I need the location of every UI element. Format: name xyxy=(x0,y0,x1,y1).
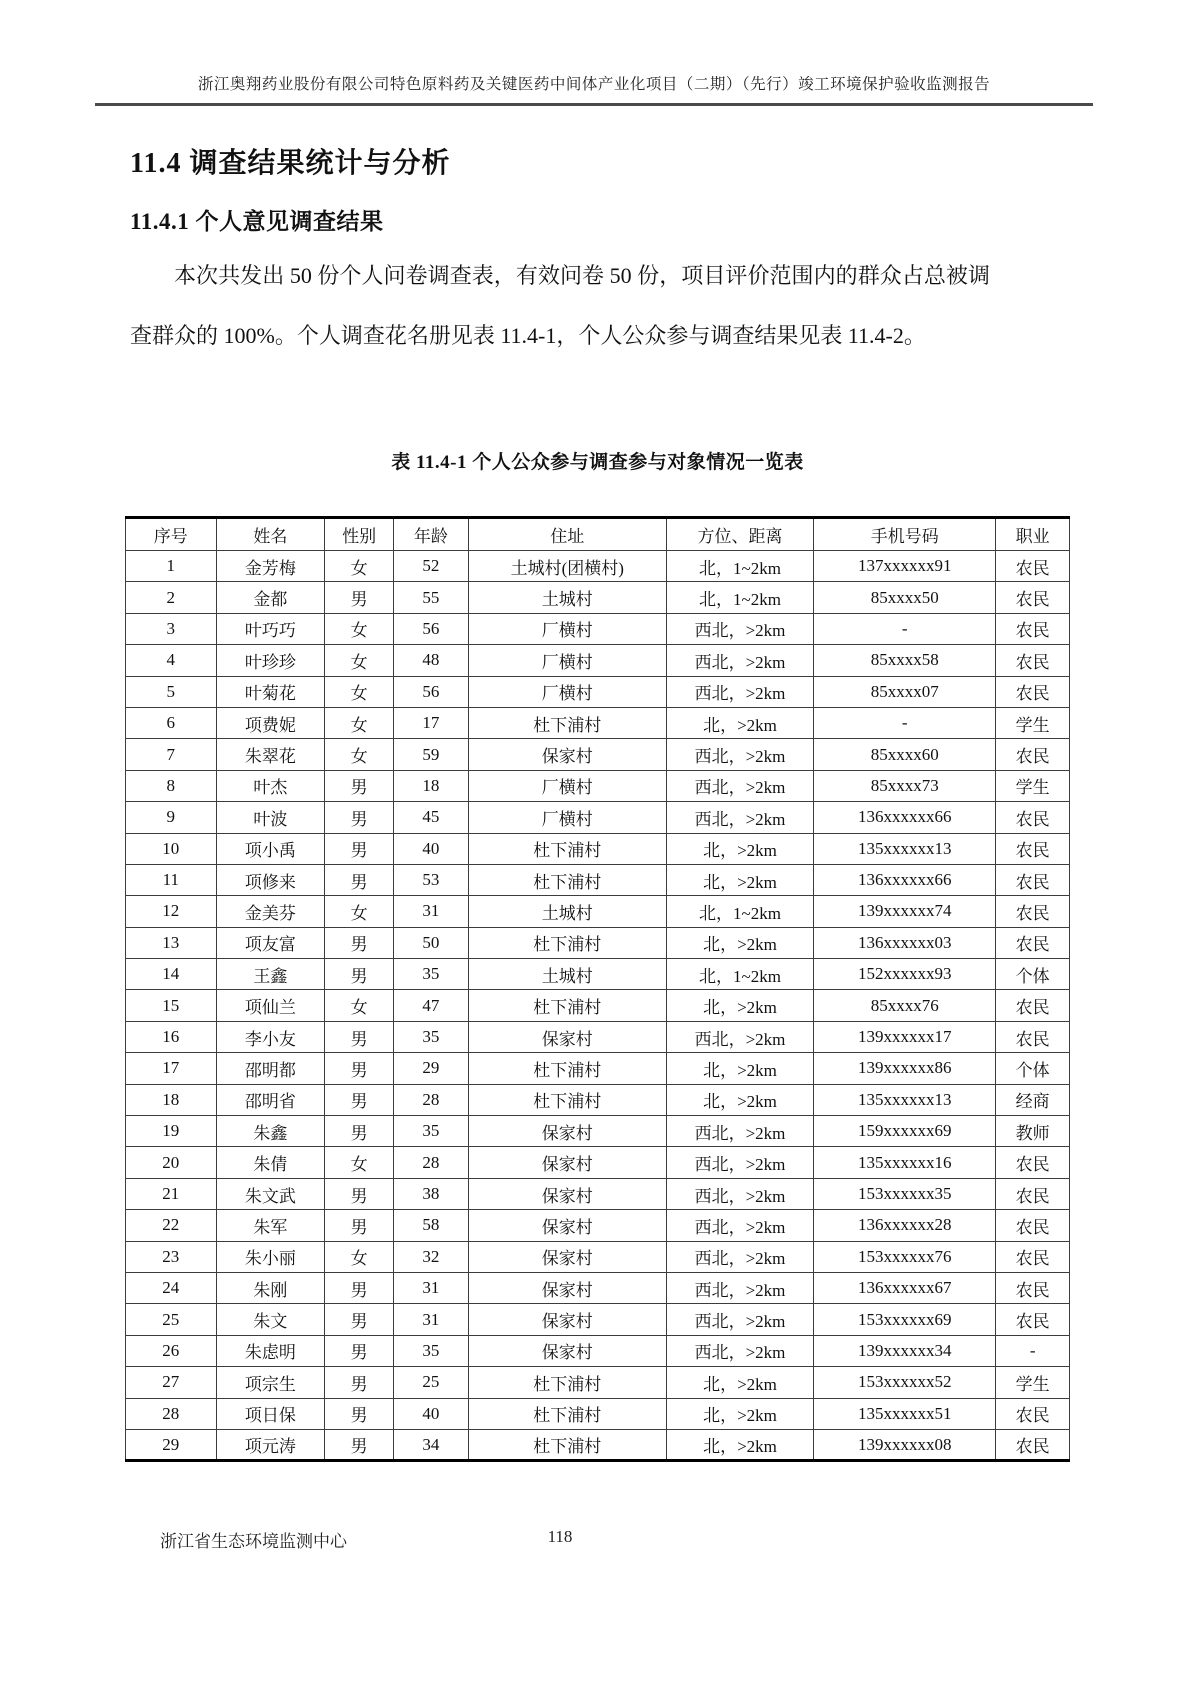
table-cell: 20 xyxy=(126,1147,217,1178)
table-cell: 男 xyxy=(325,864,394,895)
column-header: 性别 xyxy=(325,518,394,551)
table-cell: 西北，>2km xyxy=(666,739,813,770)
table-cell: 项友富 xyxy=(216,927,325,958)
table-cell: 135xxxxxx16 xyxy=(814,1147,996,1178)
table-cell: 女 xyxy=(325,707,394,738)
table-cell: 153xxxxxx76 xyxy=(814,1241,996,1272)
table-cell: 西北，>2km xyxy=(666,1178,813,1209)
table-cell: 厂横村 xyxy=(468,645,666,676)
table-row xyxy=(126,1178,1070,1209)
table-cell: 朱翠花 xyxy=(216,739,325,770)
table-cell: 135xxxxxx51 xyxy=(814,1398,996,1429)
section-heading: 11.4 调查结果统计与分析 xyxy=(130,148,451,179)
table-cell: 4 xyxy=(126,645,217,676)
table-row xyxy=(126,864,1070,895)
table-cell: 教师 xyxy=(996,1116,1070,1147)
table-cell: 北，>2km xyxy=(666,1367,813,1398)
table-cell: 邵明省 xyxy=(216,1084,325,1115)
table-cell: 项修来 xyxy=(216,864,325,895)
table-cell: 28 xyxy=(126,1398,217,1429)
table-cell: 北，1~2km xyxy=(666,959,813,990)
table-row xyxy=(126,645,1070,676)
table-cell: 土城村 xyxy=(468,582,666,613)
table-cell: 男 xyxy=(325,1272,394,1303)
table-cell: 14 xyxy=(126,959,217,990)
table-cell: 西北，>2km xyxy=(666,676,813,707)
table-cell: 朱小丽 xyxy=(216,1241,325,1272)
table-cell: 32 xyxy=(394,1241,469,1272)
table-cell: 叶菊花 xyxy=(216,676,325,707)
table-cell: 85xxxx60 xyxy=(814,739,996,770)
table-cell: 135xxxxxx13 xyxy=(814,833,996,864)
table-cell: 杜下浦村 xyxy=(468,1398,666,1429)
table-cell: 139xxxxxx08 xyxy=(814,1429,996,1460)
table-cell: 叶波 xyxy=(216,802,325,833)
table-cell: 农民 xyxy=(996,1021,1070,1052)
table-cell: 139xxxxxx74 xyxy=(814,896,996,927)
table-cell: 农民 xyxy=(996,739,1070,770)
table-cell: 农民 xyxy=(996,645,1070,676)
column-header: 年龄 xyxy=(394,518,469,551)
table-cell: 朱虑明 xyxy=(216,1335,325,1366)
table-cell: 85xxxx50 xyxy=(814,582,996,613)
table-cell: 7 xyxy=(126,739,217,770)
table-cell: 男 xyxy=(325,1053,394,1084)
table-cell: 叶巧巧 xyxy=(216,613,325,644)
table-cell: 女 xyxy=(325,613,394,644)
table-cell: 50 xyxy=(394,927,469,958)
table-cell: 26 xyxy=(126,1335,217,1366)
table-cell: 58 xyxy=(394,1210,469,1241)
table-row xyxy=(126,1335,1070,1366)
table-row xyxy=(126,613,1070,644)
table-cell: 西北，>2km xyxy=(666,1021,813,1052)
table-cell: 2 xyxy=(126,582,217,613)
table-cell: 朱刚 xyxy=(216,1272,325,1303)
table-cell: 保家村 xyxy=(468,1304,666,1335)
table-cell: 杜下浦村 xyxy=(468,927,666,958)
table-cell: 159xxxxxx69 xyxy=(814,1116,996,1147)
table-row xyxy=(126,802,1070,833)
table-cell: 13 xyxy=(126,927,217,958)
table-cell: 农民 xyxy=(996,676,1070,707)
table-cell: 男 xyxy=(325,1084,394,1115)
table-cell: 农民 xyxy=(996,1272,1070,1303)
table-cell: 男 xyxy=(325,1335,394,1366)
table-cell: 85xxxx76 xyxy=(814,990,996,1021)
table-cell: 杜下浦村 xyxy=(468,864,666,895)
table-cell: 金美芬 xyxy=(216,896,325,927)
table-cell: 35 xyxy=(394,1116,469,1147)
table-cell: 10 xyxy=(126,833,217,864)
table-row xyxy=(126,896,1070,927)
table-cell: 139xxxxxx86 xyxy=(814,1053,996,1084)
table-cell: 金都 xyxy=(216,582,325,613)
table-cell: 女 xyxy=(325,645,394,676)
table-cell: 29 xyxy=(126,1429,217,1460)
table-cell: 136xxxxxx03 xyxy=(814,927,996,958)
table-cell: 北，1~2km xyxy=(666,551,813,582)
table-row xyxy=(126,1210,1070,1241)
table-cell: 45 xyxy=(394,802,469,833)
table-cell: 北，>2km xyxy=(666,833,813,864)
table-cell: 北，1~2km xyxy=(666,582,813,613)
table-cell: 农民 xyxy=(996,990,1070,1021)
table-cell: 西北，>2km xyxy=(666,1335,813,1366)
table-cell: 朱军 xyxy=(216,1210,325,1241)
table-cell: 农民 xyxy=(996,896,1070,927)
table-cell: 邵明都 xyxy=(216,1053,325,1084)
table-row xyxy=(126,959,1070,990)
table-cell: 北，>2km xyxy=(666,707,813,738)
table-cell: 项费妮 xyxy=(216,707,325,738)
table-cell: 农民 xyxy=(996,833,1070,864)
table-cell: 朱文 xyxy=(216,1304,325,1335)
table-cell: 136xxxxxx66 xyxy=(814,802,996,833)
table-cell: 项小禹 xyxy=(216,833,325,864)
table-header-row xyxy=(126,518,1070,551)
table-cell: 叶珍珍 xyxy=(216,645,325,676)
table-row xyxy=(126,676,1070,707)
table-cell: 北，>2km xyxy=(666,1398,813,1429)
table-cell: 北，1~2km xyxy=(666,896,813,927)
table-cell: 项仙兰 xyxy=(216,990,325,1021)
table-cell: 23 xyxy=(126,1241,217,1272)
table-row xyxy=(126,707,1070,738)
table-cell: 农民 xyxy=(996,1429,1070,1460)
table-row xyxy=(126,770,1070,801)
table-cell: 农民 xyxy=(996,613,1070,644)
table-cell: 学生 xyxy=(996,770,1070,801)
column-header: 手机号码 xyxy=(814,518,996,551)
table-cell: 项元涛 xyxy=(216,1429,325,1460)
table-row xyxy=(126,582,1070,613)
table-row xyxy=(126,1053,1070,1084)
table-cell: 21 xyxy=(126,1178,217,1209)
table-cell: 47 xyxy=(394,990,469,1021)
table-cell: 28 xyxy=(394,1147,469,1178)
table-cell: 24 xyxy=(126,1272,217,1303)
table-cell: 136xxxxxx67 xyxy=(814,1272,996,1303)
table-cell: 经商 xyxy=(996,1084,1070,1115)
table-cell: 34 xyxy=(394,1429,469,1460)
table-cell: 8 xyxy=(126,770,217,801)
table-cell: 农民 xyxy=(996,864,1070,895)
table-cell: 厂横村 xyxy=(468,770,666,801)
table-cell: 北，>2km xyxy=(666,1084,813,1115)
table-cell: 135xxxxxx13 xyxy=(814,1084,996,1115)
table-cell: 王鑫 xyxy=(216,959,325,990)
table-cell: 西北，>2km xyxy=(666,770,813,801)
table-cell: 15 xyxy=(126,990,217,1021)
table-cell: 22 xyxy=(126,1210,217,1241)
page-number: 118 xyxy=(547,1527,573,1546)
table-cell: 男 xyxy=(325,1178,394,1209)
table-cell: 女 xyxy=(325,551,394,582)
table-row xyxy=(126,1398,1070,1429)
table-cell: 男 xyxy=(325,1210,394,1241)
table-row xyxy=(126,1367,1070,1398)
table-cell: 杜下浦村 xyxy=(468,833,666,864)
table-cell: 保家村 xyxy=(468,1116,666,1147)
table-cell: 29 xyxy=(394,1053,469,1084)
table-cell: 136xxxxxx28 xyxy=(814,1210,996,1241)
table-cell: 项宗生 xyxy=(216,1367,325,1398)
table-cell: 59 xyxy=(394,739,469,770)
table-cell: 农民 xyxy=(996,1178,1070,1209)
table-row xyxy=(126,1147,1070,1178)
table-cell: 男 xyxy=(325,833,394,864)
table-cell: 女 xyxy=(325,739,394,770)
table-cell: 56 xyxy=(394,613,469,644)
table-cell: 朱倩 xyxy=(216,1147,325,1178)
table-cell: 153xxxxxx69 xyxy=(814,1304,996,1335)
table-cell: 农民 xyxy=(996,1210,1070,1241)
table-cell: 53 xyxy=(394,864,469,895)
table-cell: 31 xyxy=(394,1304,469,1335)
table-cell: 北，>2km xyxy=(666,927,813,958)
table-cell: 杜下浦村 xyxy=(468,1053,666,1084)
table-cell: 16 xyxy=(126,1021,217,1052)
table-body xyxy=(126,551,1070,1461)
table-row xyxy=(126,1116,1070,1147)
table-cell: 农民 xyxy=(996,927,1070,958)
table-cell: 学生 xyxy=(996,707,1070,738)
subsection-heading: 11.4.1 个人意见调查结果 xyxy=(130,209,384,234)
table-cell: 38 xyxy=(394,1178,469,1209)
table-cell: 朱文武 xyxy=(216,1178,325,1209)
body-paragraph: 本次共发出 50 份个人问卷调查表，有效问卷 50 份，项目评价范围内的群众占总被调查群众的 100%。个人调查花名册见表 11.4-1，个人公众参与调查结果见表 11.4-2。 xyxy=(130,263,990,348)
table-cell: 85xxxx07 xyxy=(814,676,996,707)
table-cell: 保家村 xyxy=(468,1178,666,1209)
table-cell: 男 xyxy=(325,770,394,801)
column-header: 方位、距离 xyxy=(666,518,813,551)
table-cell: 153xxxxxx52 xyxy=(814,1367,996,1398)
table-cell: 17 xyxy=(126,1053,217,1084)
table-cell: 5 xyxy=(126,676,217,707)
table-cell: 土城村 xyxy=(468,896,666,927)
table-cell: 12 xyxy=(126,896,217,927)
table-cell: 杜下浦村 xyxy=(468,990,666,1021)
column-header: 序号 xyxy=(126,518,217,551)
table-cell: - xyxy=(996,1335,1070,1366)
table-cell: 保家村 xyxy=(468,1272,666,1303)
table-cell: 西北，>2km xyxy=(666,1272,813,1303)
table-cell: 西北，>2km xyxy=(666,1210,813,1241)
table-cell: 西北，>2km xyxy=(666,1147,813,1178)
table-cell: 25 xyxy=(394,1367,469,1398)
table-cell: 西北，>2km xyxy=(666,1116,813,1147)
table-cell: 9 xyxy=(126,802,217,833)
table-cell: 136xxxxxx66 xyxy=(814,864,996,895)
table-cell: 农民 xyxy=(996,802,1070,833)
table-cell: 40 xyxy=(394,833,469,864)
table-row xyxy=(126,1021,1070,1052)
table-cell: 农民 xyxy=(996,1398,1070,1429)
table-row xyxy=(126,927,1070,958)
table-cell: 男 xyxy=(325,1367,394,1398)
table-cell: - xyxy=(814,707,996,738)
table-cell: 杜下浦村 xyxy=(468,1367,666,1398)
table-cell: 农民 xyxy=(996,582,1070,613)
table-cell: 1 xyxy=(126,551,217,582)
table-row xyxy=(126,990,1070,1021)
table-cell: 6 xyxy=(126,707,217,738)
table-cell: 保家村 xyxy=(468,1147,666,1178)
table-cell: 厂横村 xyxy=(468,613,666,644)
table-cell: 男 xyxy=(325,802,394,833)
table-cell: 男 xyxy=(325,582,394,613)
table-row xyxy=(126,1084,1070,1115)
table-cell: 厂横村 xyxy=(468,676,666,707)
table-cell: 杜下浦村 xyxy=(468,1429,666,1460)
table-cell: 35 xyxy=(394,1335,469,1366)
table-row xyxy=(126,1304,1070,1335)
table-cell: 11 xyxy=(126,864,217,895)
table-cell: 35 xyxy=(394,959,469,990)
table-cell: 北，>2km xyxy=(666,1429,813,1460)
table-cell: 18 xyxy=(126,1084,217,1115)
table-cell: 农民 xyxy=(996,1147,1070,1178)
table-cell: 北，>2km xyxy=(666,1053,813,1084)
table-cell: 杜下浦村 xyxy=(468,1084,666,1115)
table-cell: 48 xyxy=(394,645,469,676)
table-cell: 项日保 xyxy=(216,1398,325,1429)
table-cell: 朱鑫 xyxy=(216,1116,325,1147)
survey-respondents-table xyxy=(125,516,1070,1462)
table-cell: 个体 xyxy=(996,959,1070,990)
table-cell: 男 xyxy=(325,1304,394,1335)
table-cell: 男 xyxy=(325,927,394,958)
table-cell: 金芳梅 xyxy=(216,551,325,582)
table-cell: 男 xyxy=(325,1398,394,1429)
table-cell: 北，>2km xyxy=(666,990,813,1021)
table-row xyxy=(126,739,1070,770)
table-row xyxy=(126,833,1070,864)
table-cell: 保家村 xyxy=(468,739,666,770)
table-row xyxy=(126,1241,1070,1272)
table-cell: 52 xyxy=(394,551,469,582)
table-title: 表 11.4-1 个人公众参与调查参与对象情况一览表 xyxy=(391,452,804,473)
table-cell: 保家村 xyxy=(468,1335,666,1366)
table-cell: 56 xyxy=(394,676,469,707)
table-cell: 3 xyxy=(126,613,217,644)
table-cell: 女 xyxy=(325,990,394,1021)
table-cell: 农民 xyxy=(996,1304,1070,1335)
table-cell: 男 xyxy=(325,959,394,990)
table-cell: 19 xyxy=(126,1116,217,1147)
table-cell: 18 xyxy=(394,770,469,801)
table-cell: 137xxxxxx91 xyxy=(814,551,996,582)
table-cell: 学生 xyxy=(996,1367,1070,1398)
table-cell: 西北，>2km xyxy=(666,1241,813,1272)
table-cell: 保家村 xyxy=(468,1021,666,1052)
table-cell: 28 xyxy=(394,1084,469,1115)
table-cell: 西北，>2km xyxy=(666,802,813,833)
table-cell: 35 xyxy=(394,1021,469,1052)
table-cell: 土城村(团横村) xyxy=(468,551,666,582)
table-cell: 农民 xyxy=(996,1241,1070,1272)
table-cell: 土城村 xyxy=(468,959,666,990)
table-cell: 31 xyxy=(394,896,469,927)
table-cell: 厂横村 xyxy=(468,802,666,833)
table-cell: 17 xyxy=(394,707,469,738)
table-cell: 男 xyxy=(325,1021,394,1052)
table-cell: 男 xyxy=(325,1116,394,1147)
table-cell: 女 xyxy=(325,1241,394,1272)
column-header: 住址 xyxy=(468,518,666,551)
table-cell: 139xxxxxx17 xyxy=(814,1021,996,1052)
table-cell: - xyxy=(814,613,996,644)
table-cell: 女 xyxy=(325,1147,394,1178)
table-cell: 西北，>2km xyxy=(666,645,813,676)
table-cell: 北，>2km xyxy=(666,864,813,895)
table-cell: 40 xyxy=(394,1398,469,1429)
table-cell: 保家村 xyxy=(468,1241,666,1272)
table-cell: 杜下浦村 xyxy=(468,707,666,738)
table-cell: 男 xyxy=(325,1429,394,1460)
table-cell: 152xxxxxx93 xyxy=(814,959,996,990)
table-cell: 李小友 xyxy=(216,1021,325,1052)
table-row xyxy=(126,1272,1070,1303)
table-cell: 农民 xyxy=(996,551,1070,582)
table-cell: 153xxxxxx35 xyxy=(814,1178,996,1209)
document-header: 浙江奥翔药业股份有限公司特色原料药及关键医药中间体产业化项目（二期）（先行）竣工环境保护验收监测报告 xyxy=(95,72,1093,106)
table-cell: 139xxxxxx34 xyxy=(814,1335,996,1366)
table-cell: 西北，>2km xyxy=(666,613,813,644)
table-cell: 女 xyxy=(325,676,394,707)
table-cell: 85xxxx73 xyxy=(814,770,996,801)
table-cell: 叶杰 xyxy=(216,770,325,801)
table-cell: 85xxxx58 xyxy=(814,645,996,676)
column-header: 职业 xyxy=(996,518,1070,551)
table-cell: 31 xyxy=(394,1272,469,1303)
table-row xyxy=(126,1429,1070,1460)
table-cell: 25 xyxy=(126,1304,217,1335)
table-cell: 27 xyxy=(126,1367,217,1398)
table-cell: 西北，>2km xyxy=(666,1304,813,1335)
column-header: 姓名 xyxy=(216,518,325,551)
table-cell: 个体 xyxy=(996,1053,1070,1084)
table-cell: 女 xyxy=(325,896,394,927)
table-cell: 55 xyxy=(394,582,469,613)
table-row xyxy=(126,551,1070,582)
footer-organization: 浙江省生态环境监测中心 xyxy=(160,1532,347,1551)
table-cell: 保家村 xyxy=(468,1210,666,1241)
